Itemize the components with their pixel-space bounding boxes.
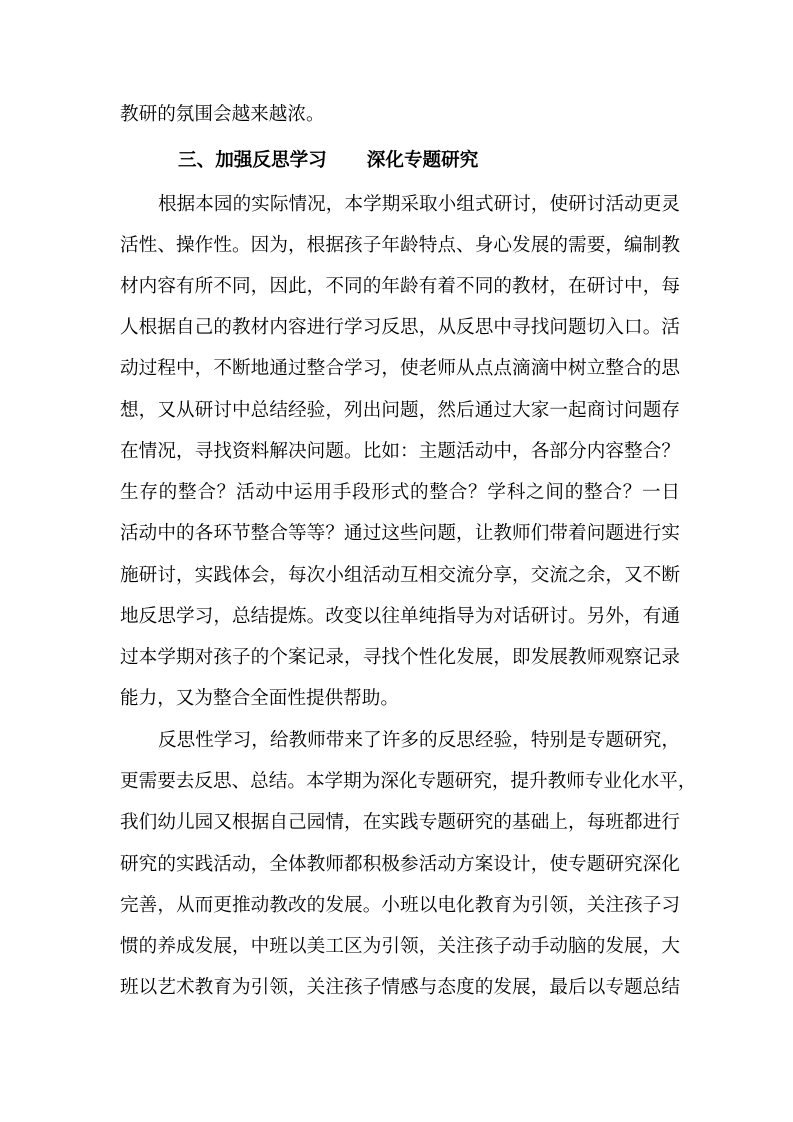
paragraph1-line-12: 过本学期对孩子的个案记录，寻找个性化发展，即发展教师观察记录 <box>120 647 680 668</box>
paragraph2-line-1: 反思性学习，给教师带来了许多的反思经验，特别是专题研究， <box>158 730 680 751</box>
section-heading-part1: 三、加强反思学习 <box>178 150 327 171</box>
paragraph1-line-7: 在情况，寻找资料解决问题。比如：主题活动中，各部分内容整合？ <box>120 441 680 462</box>
paragraph1-line-4: 人根据自己的教材内容进行学习反思，从反思中寻找问题切入口。活 <box>120 317 680 338</box>
paragraph2-line-6: 惯的养成发展，中班以美工区为引领，关注孩子动手动脑的发展，大 <box>120 936 680 957</box>
paragraph1-line-9: 活动中的各环节整合等等？通过这些问题，让教师们带着问题进行实 <box>120 523 680 544</box>
paragraph2-line-5: 完善，从而更推动教改的发展。小班以电化教育为引领，关注孩子习 <box>120 895 680 916</box>
section-heading-part2: 深化专题研究 <box>366 150 479 171</box>
paragraph2-line-3: 我们幼儿园又根据自己园情，在实践专题研究的基础上，每班都进行 <box>120 812 680 833</box>
paragraph1-line-6: 想，又从研讨中总结经验，列出问题，然后通过大家一起商讨问题存 <box>120 400 680 421</box>
paragraph1-line-8: 生存的整合？活动中运用手段形式的整合？学科之间的整合？一日 <box>120 482 680 503</box>
paragraph2-line-2: 更需要去反思、总结。本学期为深化专题研究，提升教师专业化水平， <box>120 771 697 792</box>
paragraph1-line-11: 地反思学习，总结提炼。改变以往单纯指导为对话研讨。另外，有通 <box>120 606 680 627</box>
paragraph1-line-13: 能力，又为整合全面性提供帮助。 <box>120 688 399 709</box>
paragraph1-line-5: 动过程中，不断地通过整合学习，使老师从点点滴滴中树立整合的思 <box>120 358 680 379</box>
paragraph-continuation-line: 教研的氛围会越来越浓。 <box>120 104 325 125</box>
section-heading <box>178 144 598 178</box>
paragraph1-line-10: 施研讨，实践体会，每次小组活动互相交流分享，交流之余，又不断 <box>120 565 680 586</box>
paragraph1-line-3: 材内容有所不同，因此，不同的年龄有着不同的教材，在研讨中，每 <box>120 276 680 297</box>
paragraph1-line-2: 活性、操作性。因为，根据孩子年龄特点、身心发展的需要，编制教 <box>120 235 680 256</box>
paragraph2-line-7: 班以艺术教育为引领，关注孩子情感与态度的发展，最后以专题总结 <box>120 977 680 998</box>
paragraph1-line-1: 根据本园的实际情况，本学期采取小组式研讨，使研讨活动更灵 <box>158 194 680 215</box>
paragraph2-line-4: 研究的实践活动，全体教师都积极参活动方案设计，使专题研究深化 <box>120 854 680 875</box>
